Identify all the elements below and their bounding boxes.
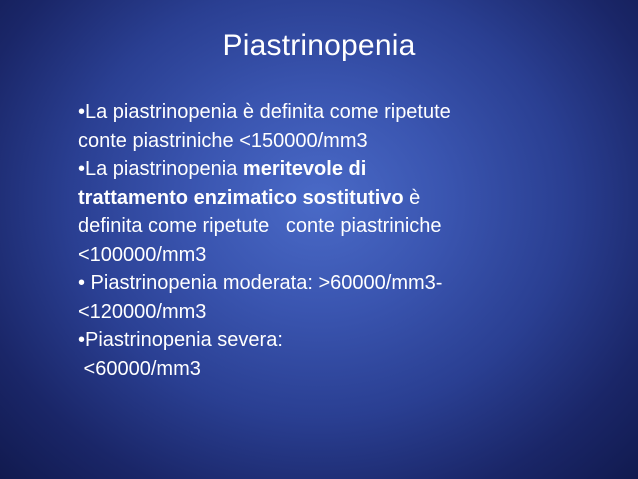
bullet-moderate-line-1: • Piastrinopenia moderata: >60000/mm3- bbox=[78, 272, 443, 294]
bullet-treatment bbox=[78, 155, 598, 269]
slide-content bbox=[78, 98, 598, 383]
slide-title: Piastrinopenia bbox=[222, 29, 416, 62]
bullet-treatment-line-3: definita come ripetute conte piastriniche bbox=[78, 215, 442, 237]
bullet-treatment-line-2 bbox=[78, 184, 598, 213]
bullet-treatment-suffix: è bbox=[403, 186, 421, 209]
bullet-definition-line-1: •La piastrinopenia è definita come ripetute bbox=[78, 101, 451, 123]
bullet-treatment-bold-1: meritevole di bbox=[242, 158, 367, 180]
bullet-moderate-line-2: <120000/mm3 bbox=[78, 300, 207, 323]
bullet-treatment-bold-2: trattamento enzimatico sostitutivo bbox=[78, 186, 404, 209]
bullet-treatment-line-1 bbox=[78, 155, 598, 184]
bullet-definition bbox=[78, 98, 598, 155]
bullet-treatment-prefix: •La piastrinopenia bbox=[78, 158, 243, 180]
bullet-severe-line-1: •Piastrinopenia severa: bbox=[78, 329, 283, 351]
bullet-treatment-line-4: <100000/mm3 bbox=[78, 243, 207, 266]
bullet-moderate bbox=[78, 269, 598, 326]
bullet-severe-line-2: <60000/mm3 bbox=[78, 357, 201, 380]
bullet-severe bbox=[78, 326, 598, 383]
bullet-definition-line-2: conte piastriniche <150000/mm3 bbox=[78, 129, 368, 152]
